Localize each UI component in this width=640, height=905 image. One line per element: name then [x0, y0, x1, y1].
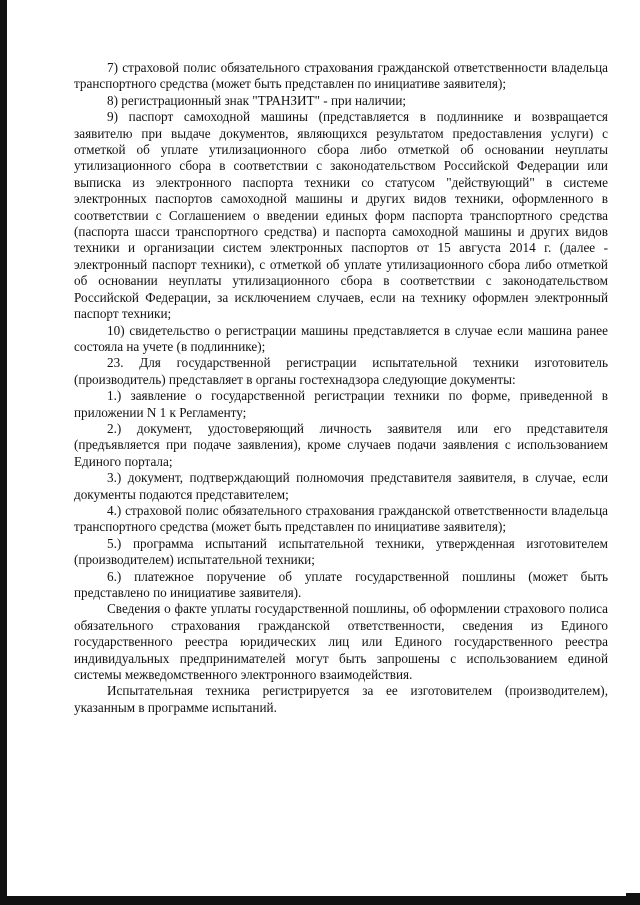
scan-edge-left — [0, 0, 7, 905]
paragraph-registration-owner: Испытательная техника регистрируется за ее изготовителем (производителем), указанным в программе испытаний. — [74, 683, 608, 715]
paragraph-sub-2: 2.) документ, удостоверяющий личность заявителя или его представителя (предъявляется при подаче заявления), кроме случаев подачи заявления с использованием Единого портала; — [74, 420, 608, 469]
document-page — [74, 60, 608, 716]
paragraph-item-9: 9) паспорт самоходной машины (представляется в подлиннике и возвращается заявителю при выдаче документов, являющихся результатом предоставления услуги) с отметкой об уплате утилизационного сбора либо отметкой об основании неуплаты утилизационного сбора в соответствии с законодательством Российской Федерации или выписка из электронного паспорта техники со статусом "действующий" в системе электронных паспортов самоходной машины и других видов техники, оформленного в соответствии с Соглашением о введении единых форм паспорта транспортного средства (паспорта шасси транспортного средства) и паспорта самоходной машины и других видов техники и организации систем электронных паспортов от 15 августа 2014 г. (далее - электронный паспорт техники), с отметкой об уплате утилизационного сбора либо отметкой об основании неуплаты утилизационного сбора в соответствии с законодательством Российской Федерации, за исключением случаев, если на технику оформлен электронный паспорт техники; — [74, 109, 608, 322]
paragraph-sub-6: 6.) платежное поручение об уплате государственной пошлины (может быть представлено по инициативе заявителя). — [74, 568, 608, 600]
scan-edge-notch — [626, 893, 640, 896]
paragraph-sub-5: 5.) программа испытаний испытательной техники, утвержденная изготовителем (производителем) испытательной техники; — [74, 535, 608, 568]
paragraph-sub-1: 1.) заявление о государственной регистрации техники по форме, приведенной в приложении N 1 к Регламенту; — [74, 388, 608, 420]
paragraph-item-7: 7) страховой полис обязательного страхования гражданской ответственности владельца транспортного средства (может быть представлен по инициативе заявителя); — [74, 60, 608, 92]
paragraph-sub-3: 3.) документ, подтверждающий полномочия представителя заявителя, в случае, если документы подаются представителем; — [74, 470, 608, 502]
scan-edge-bottom — [0, 896, 640, 905]
paragraph-sub-4: 4.) страховой полис обязательного страхования гражданской ответственности владельца транспортного средства (может быть представлен по инициативе заявителя); — [74, 502, 608, 535]
paragraph-item-10: 10) свидетельство о регистрации машины представляется в случае если машина ранее состояла на учете (в подлиннике); — [74, 322, 608, 354]
paragraph-item-8: 8) регистрационный знак "ТРАНЗИТ" - при наличии; — [107, 92, 407, 108]
paragraph-info-requests: Сведения о факте уплаты государственной пошлины, об оформлении страхового полиса обязательного страхования гражданской ответственности, сведения из Единого государственного реестра юридических лиц или Единого государственного реестра индивидуальных предпринимателей могут быть запрошены с использованием единой системы межведомственного электронного взаимодействия. — [74, 601, 608, 683]
paragraph-section-23: 23. Для государственной регистрации испытательной техники изготовитель (производитель) представляет в органы гостехнадзора следующие документы: — [74, 355, 608, 387]
